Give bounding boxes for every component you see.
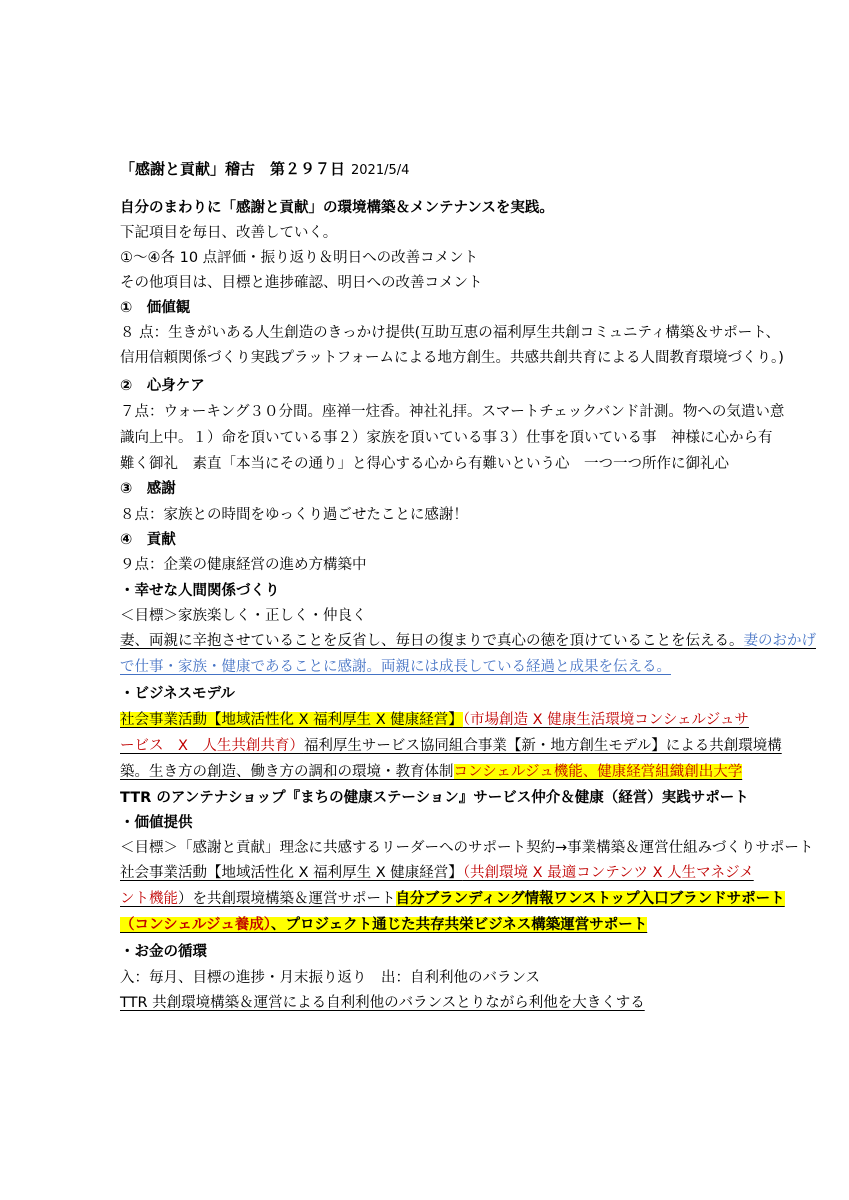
happy-line-1-b: 妻のおかげ [743,633,816,649]
biz-line-1 [120,708,749,732]
biz-line-2 [120,734,782,758]
value-line-1-b: （共創環境 X 最適コンテンツ X 人生マネジメ [462,865,754,881]
biz-line-2-a: ービス X 人生共創共育） [120,738,304,754]
happy-line-2: で仕事・家族・健康であることに感謝。両親には成長している経過と成果を伝える。 [120,659,671,675]
title-date: 2021/5/4 [351,163,410,178]
value-line-3 [120,913,647,937]
title-main: 「感謝と貢献」稽古 第２９７日 [120,160,346,178]
section-2-line-3: 難く御礼 素直「本当にその通り」と得心する心から有難いという心 一つ一つ所作に御礼心 [120,456,729,472]
value-line-2 [120,887,785,911]
value-line-2-c: 自分ブランディング情報ワンストップ入口ブランドサポート [395,891,785,907]
value-line-1 [120,861,754,885]
intro-line-3: ①～④各 10 点評価・振り返り＆明日への改善コメント [120,250,479,266]
intro-line-4: その他項目は、目標と進捗確認、明日への改善コメント [120,275,483,291]
value-line-2-a: ント機能 [120,891,178,907]
happy-line-1 [120,629,816,653]
biz-line-3 [120,760,742,784]
money-heading: ・お金の循環 [120,944,207,960]
intro-line-2: 下記項目を毎日、改善していく。 [120,225,338,241]
value-line-2-b: ）を共創環境構築＆運営サポート [178,891,396,907]
section-1-line-1: ８ 点：生きがいある人生創造のきっかけ提供(互助互恵の福利厚生共創コミュニティ構築＆サポート、 [120,325,781,341]
section-4-heading: ④ 貢献 [120,532,176,548]
biz-line-2-b: 福利厚生サービス協同組合事業【新・地方創生モデル】による共創環境構 [303,738,782,754]
happy-goal: ＜目標＞家族楽しく・正しく・仲良く [120,608,367,624]
biz-line-4: TTR のアンテナショップ『まちの健康ステーション』サービス仲介＆健康（経営）実践サポート [120,790,749,806]
biz-line-1-b: （市場創造 X 健康生活環境コンシェルジュサ [462,712,749,728]
section-3-heading: ③ 感謝 [120,481,176,497]
value-line-3-b: 、プロジェクト通じた共存共栄ビジネス構築運営サポート [270,917,648,933]
biz-heading: ・ビジネスモデル [120,686,235,702]
section-2-line-1: ７点：ウォーキング３０分間。座禅一炷香。神社礼拝。スマートチェックバンド計測。物への気遣い意 [120,404,785,420]
section-1-line-2: 信用信頼関係づくり実践プラットフォームによる地方創生。共感共創共育による人間教育環境づくり。) [120,350,784,366]
biz-line-1-a: 社会事業活動【地域活性化 X 福利厚生 X 健康経営】 [120,712,463,728]
section-2-line-2: 識向上中。１）命を頂いている事２）家族を頂いている事３）仕事を頂いている事 神様に心から有 [120,430,773,446]
money-line-1: 入：毎月、目標の進捗・月末振り返り 出：自利利他のバランス [120,970,541,986]
section-4-line-1: ９点：企業の健康経営の進め方構築中 [120,557,367,573]
section-1-heading: ① 価値観 [120,300,191,316]
value-goal: ＜目標＞「感謝と貢献」理念に共感するリーダーへのサポート契約→事業構築＆運営仕組みづくりサポート [120,840,814,856]
happy-line-1-a: 妻、両親に辛抱させていることを反省し、毎日の復まりで真心の徳を頂けていることを伝える。 [120,633,744,649]
money-line-2: TTR 共創環境構築＆運営による自利利他のバランスとりながら利他を大きくする [120,995,645,1011]
value-heading: ・価値提供 [120,815,193,831]
value-line-1-a: 社会事業活動【地域活性化 X 福利厚生 X 健康経営】 [120,865,463,881]
happy-heading: ・幸せな人間関係づくり [120,583,280,599]
section-2-heading: ② 心身ケア [120,378,205,394]
value-line-3-a: （コンシェルジュ養成） [120,917,271,933]
document-title [120,157,409,181]
section-3-line-1: ８点：家族との時間をゆっくり過ごせたことに感謝！ [120,507,468,523]
intro-line-1: 自分のまわりに「感謝と貢献」の環境構築＆メンテナンスを実践。 [120,200,554,216]
biz-line-3-a: 築。生き方の創造、働き方の調和の環境・教育体制 [120,764,454,780]
biz-line-3-b: コンシェルジュ機能、健康経営組織創出大学 [453,764,743,780]
